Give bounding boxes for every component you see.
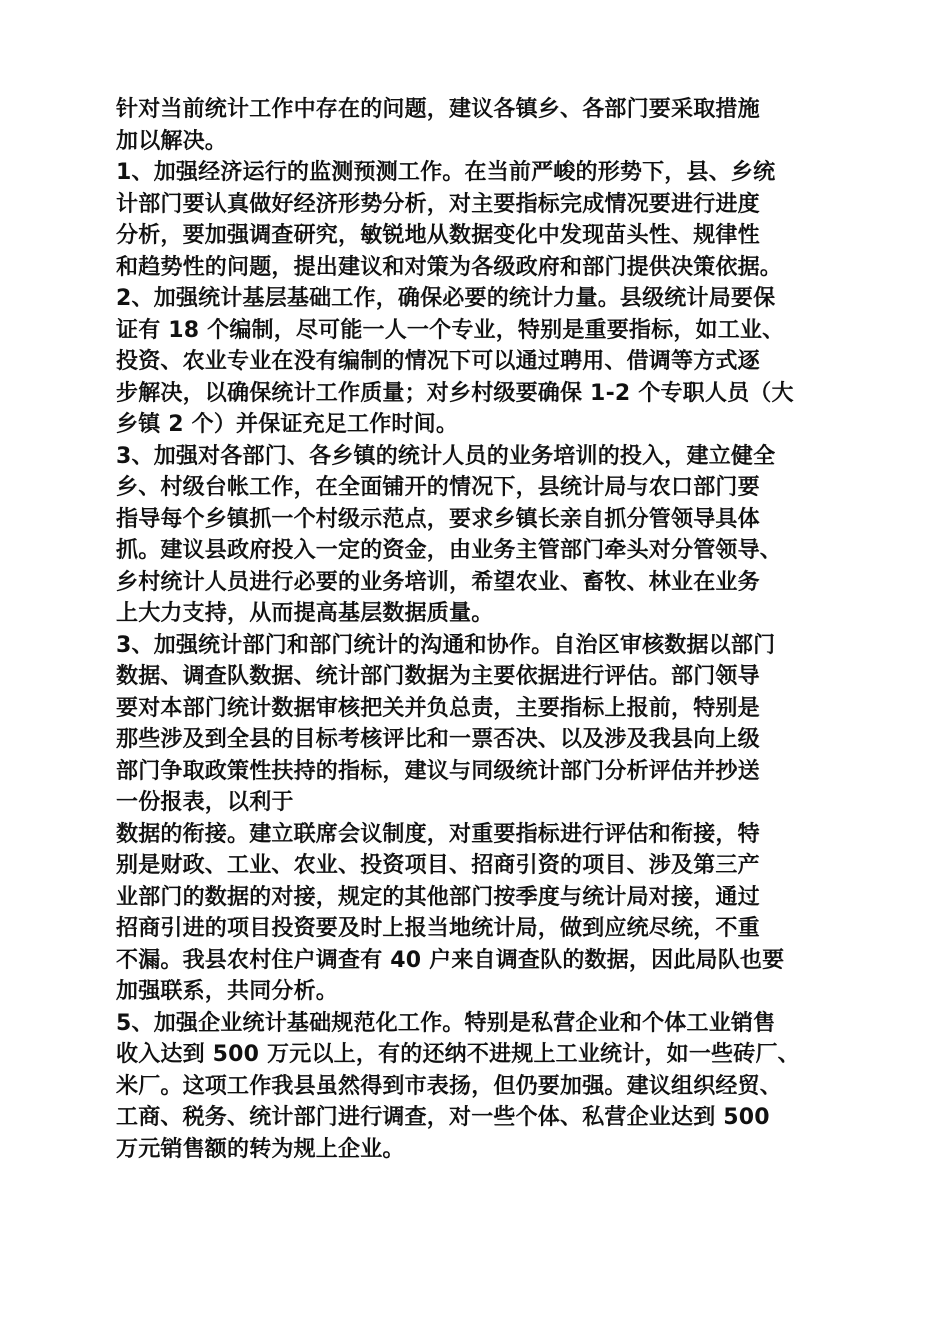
document-body: [116, 94, 846, 1165]
text-line: 5、加强企业统计基础规范化工作。特别是私营企业和个体工业销售: [116, 1010, 776, 1036]
text-line: 不漏。我县农村住户调查有 40 户来自调查队的数据，因此局队也要: [116, 947, 785, 973]
text-line: 加强联系，共同分析。: [116, 979, 339, 1004]
text-line: 业部门的数据的对接，规定的其他部门按季度与统计局对接，通过: [116, 884, 760, 910]
text-line: 部门争取政策性扶持的指标，建议与同级统计部门分析评估并抄送: [116, 758, 760, 784]
text-line: 数据的衔接。建立联席会议制度，对重要指标进行评估和衔接，特: [116, 821, 760, 847]
text-line: 抓。建议县政府投入一定的资金，由业务主管部门牵头对分管领导、: [116, 538, 783, 563]
text-line: 别是财政、工业、农业、投资项目、招商引资的项目、涉及第三产: [116, 853, 760, 878]
text-line: 投资、农业专业在没有编制的情况下可以通过聘用、借调等方式逐: [116, 349, 760, 374]
text-line: 那些涉及到全县的目标考核评比和一票否决、以及涉及我县向上级: [116, 727, 760, 752]
text-line: 一份报表，以利于: [116, 790, 294, 815]
text-line: 万元销售额的转为规上企业。: [116, 1136, 405, 1162]
text-line: 上大力支持，从而提高基层数据质量。: [116, 601, 494, 626]
text-line: 指导每个乡镇抓一个村级示范点，要求乡镇长亲自抓分管领导具体: [116, 506, 760, 532]
text-line: 工商、税务、统计部门进行调查，对一些个体、私营企业达到 500: [116, 1105, 770, 1130]
text-line: 乡、村级台帐工作，在全面铺开的情况下，县统计局与农口部门要: [116, 475, 760, 500]
text-line: 收入达到 500 万元以上，有的还纳不进规上工业统计，如一些砖厂、: [116, 1042, 800, 1067]
text-line: 1、加强经济运行的监测预测工作。在当前严峻的形势下，县、乡统: [116, 160, 776, 185]
text-line: 分析，要加强调查研究，敏锐地从数据变化中发现苗头性、规律性: [116, 223, 760, 248]
text-line: 要对本部门统计数据审核把关并负总责，主要指标上报前，特别是: [116, 695, 760, 721]
text-line: 米厂。这项工作我县虽然得到市表扬，但仍要加强。建议组织经贸、: [116, 1073, 783, 1099]
text-line: 乡村统计人员进行必要的业务培训，希望农业、畜牧、林业在业务: [116, 569, 760, 595]
text-line: 3、加强对各部门、各乡镇的统计人员的业务培训的投入，建立健全: [116, 443, 776, 469]
text-line: 乡镇 2 个）并保证充足工作时间。: [116, 412, 459, 437]
text-line: 和趋势性的问题，提出建议和对策为各级政府和部门提供决策依据。: [116, 254, 783, 280]
text-line: 步解决，以确保统计工作质量；对乡村级要确保 1-2 个专职人员（大: [116, 380, 794, 406]
text-line: 数据、调查队数据、统计部门数据为主要依据进行评估。部门领导: [116, 664, 760, 689]
text-line: 3、加强统计部门和部门统计的沟通和协作。自治区审核数据以部门: [116, 632, 776, 658]
text-line: 招商引进的项目投资要及时上报当地统计局，做到应统尽统，不重: [116, 916, 760, 941]
text-line: 计部门要认真做好经济形势分析，对主要指标完成情况要进行进度: [116, 191, 760, 217]
text-line: 证有 18 个编制，尽可能一人一个专业，特别是重要指标，如工业、: [116, 317, 785, 343]
text-line: 针对当前统计工作中存在的问题，建议各镇乡、各部门要采取措施: [116, 97, 760, 122]
text-line: 加以解决。: [116, 128, 228, 154]
text-line: 2、加强统计基层基础工作，确保必要的统计力量。县级统计局要保: [116, 286, 776, 311]
